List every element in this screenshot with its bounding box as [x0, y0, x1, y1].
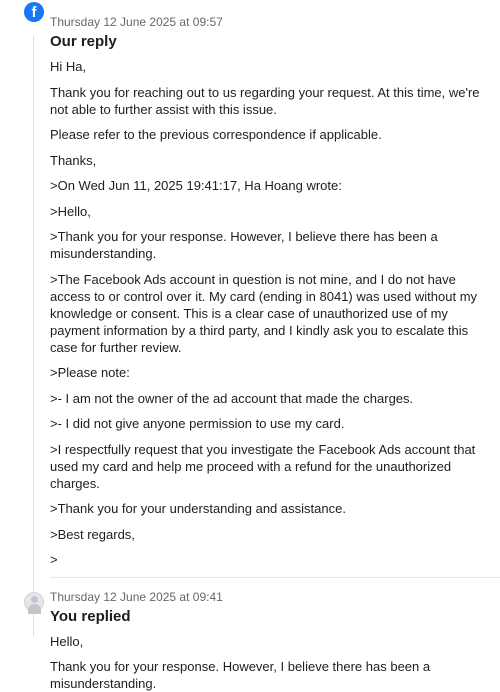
- message-body: [50, 633, 488, 692]
- message-timestamp: Thursday 12 June 2025 at 09:57: [50, 15, 488, 30]
- message-paragraph: Thank you for reaching out to us regarding your request. At this time, we're not able to further assist with this issue.: [50, 84, 488, 118]
- message-paragraph: >: [50, 551, 488, 568]
- message-paragraph: >- I did not give anyone permission to use my card.: [50, 415, 488, 432]
- message-paragraph: Hello,: [50, 633, 488, 650]
- message-title: Our reply: [50, 32, 488, 52]
- facebook-logo-icon: f: [24, 2, 44, 22]
- message-timestamp: Thursday 12 June 2025 at 09:41: [50, 590, 488, 605]
- message-paragraph: >The Facebook Ads account in question is not mine, and I do not have access to or control over it. My card (ending in 8041) was used without my knowledge or consent. This is a clear case of unauthorized use of my payment information by a third party, and I kindly ask you to escalate this case for further review.: [50, 271, 488, 356]
- message-body: [50, 58, 488, 568]
- message-paragraph: >On Wed Jun 11, 2025 19:41:17, Ha Hoang wrote:: [50, 177, 488, 194]
- message-paragraph: >Please note:: [50, 364, 488, 381]
- message-paragraph: Hi Ha,: [50, 58, 488, 75]
- message-paragraph: Please refer to the previous correspondence if applicable.: [50, 126, 488, 143]
- user-avatar-icon: [24, 592, 44, 612]
- message-paragraph: >Thank you for your response. However, I believe there has been a misunderstanding.: [50, 228, 488, 262]
- message-title: You replied: [50, 607, 488, 627]
- message-paragraph: Thank you for your response. However, I believe there has been a misunderstanding.: [50, 658, 488, 692]
- message-you-replied: [0, 590, 500, 692]
- message-paragraph: >I respectfully request that you investigate the Facebook Ads account that used my card and help me proceed with a refund for the unauthorized charges.: [50, 441, 488, 492]
- message-paragraph: >Best regards,: [50, 526, 488, 543]
- message-paragraph: >- I am not the owner of the ad account that made the charges.: [50, 390, 488, 407]
- message-paragraph: >Thank you for your understanding and assistance.: [50, 500, 488, 517]
- message-paragraph: Thanks,: [50, 152, 488, 169]
- message-divider: [50, 577, 500, 578]
- message-paragraph: >Hello,: [50, 203, 488, 220]
